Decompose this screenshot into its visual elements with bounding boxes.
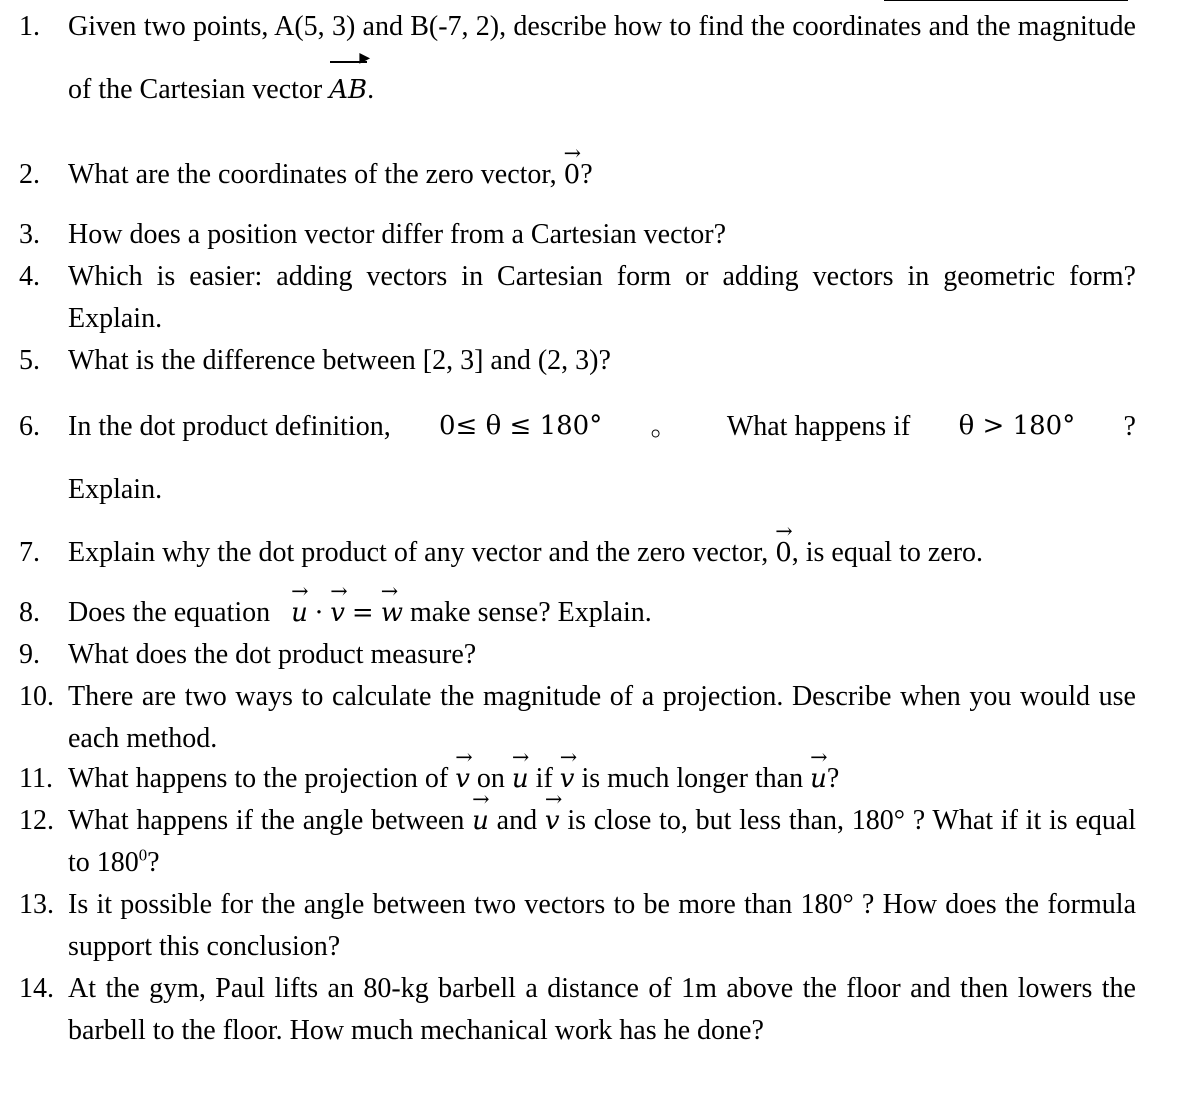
question-number: 6. (19, 411, 40, 442)
angle-condition-math: θ > 180° (958, 411, 1076, 441)
question-number: 1. (19, 11, 40, 42)
vector-arrow-icon: → (511, 744, 530, 769)
question-number: 14. (19, 973, 54, 1004)
vector-u: u → (511, 744, 530, 794)
question-6 (19, 395, 1136, 521)
question-number: 2. (19, 159, 40, 190)
question-8 (19, 578, 1136, 634)
question-text: How does a position vector differ from a Cartesian vector? (68, 219, 727, 250)
vector-u: u → (810, 744, 828, 794)
question-13 (19, 884, 1136, 968)
vector-arrow-icon: → (472, 786, 490, 811)
question-number: 8. (19, 597, 40, 628)
question-12 (19, 786, 1137, 884)
question-text: At the gym, Paul lifts an 80-kg barbell a distance of 1m above the floor and then lowers the barbell to the floor. How much mechanical work has he done? (68, 973, 1136, 1046)
angle-range-math: 0≤ θ ≤ 180° (439, 411, 603, 441)
question-text: What happens if the angle between u → and v → is close to, but less than, 180° ? What if it is equal to $180^0$? (68, 786, 1137, 878)
question-text: Does the equation u → · v → = w → make sense? Explain. (68, 592, 1136, 634)
vector-ab: AB ▶ (329, 50, 371, 105)
question-number: 7. (19, 537, 40, 568)
ideographic-period: 。 (650, 411, 679, 442)
vector-arrow-icon: → (455, 744, 473, 769)
question-9 (19, 634, 1136, 676)
question-text: What is the difference between [2, 3] and (2, 3)? (68, 345, 611, 376)
question-number: 11. (19, 763, 53, 794)
question-text: What are the coordinates of the zero vector, 0 → ? (68, 154, 1136, 196)
question-text: Explain why the dot product of any vector and the zero vector, 0 → , is equal to zero. (68, 532, 1136, 574)
vector-arrow-icon: → (380, 578, 399, 603)
question-1 (19, 0, 1136, 122)
question-3 (19, 214, 1136, 256)
arrow-head-icon: ▶ (359, 50, 371, 66)
vector-v: v → (544, 786, 563, 836)
vector-v: v → (559, 744, 578, 794)
vector-v: v → (455, 744, 473, 794)
vector-u: u → (291, 578, 309, 628)
vector-arrow-icon: → (563, 140, 582, 165)
question-number: 13. (19, 889, 54, 920)
zero-vector: 0 → (775, 518, 793, 568)
question-text: What happens to the projection of v → on u → if v → is much longer than u → ? (68, 758, 1136, 800)
question-7 (19, 518, 1136, 574)
question-text: In the dot product definition, 0≤ θ ≤ 180° 。 What happens if θ > 180° ? Explain. (68, 395, 1136, 521)
vector-arrow-icon: → (544, 786, 563, 811)
vector-w: w → (380, 578, 403, 628)
question-4 (19, 256, 1136, 340)
vector-arrow-icon: → (291, 578, 309, 603)
superscript: 0 (138, 845, 148, 865)
question-number: 4. (19, 261, 40, 292)
question-text: Which is easier: adding vectors in Cartesian form or adding vectors in geometric form? Explain. (68, 261, 1136, 334)
zero-vector: 0 → (563, 140, 582, 190)
question-text: Is it possible for the angle between two vectors to be more than 180° ? How does the formula support this conclusion? (68, 889, 1136, 962)
question-11 (19, 744, 1136, 800)
vector-arrow-icon: → (810, 744, 828, 769)
question-2 (19, 140, 1136, 196)
question-5 (19, 340, 1136, 382)
question-number: 10. (19, 681, 54, 712)
vector-arrow-icon: → (559, 744, 578, 769)
vector-u: u → (472, 786, 490, 836)
vector-v: v → (330, 578, 348, 628)
question-number: 12. (19, 805, 54, 836)
vector-arrow-icon: → (775, 518, 793, 543)
question-number: 3. (19, 219, 40, 250)
question-number: 9. (19, 639, 40, 670)
question-14 (19, 968, 1136, 1052)
question-text: Given two points, A(5, 3) and B(-7, 2), describe how to find the coordinates and the magnitude of the Cartesian vector AB ▶ . (68, 0, 1136, 122)
question-10 (19, 676, 1136, 760)
vector-arrow-icon: → (330, 578, 348, 603)
question-text: What does the dot product measure? (68, 639, 477, 670)
question-number: 5. (19, 345, 40, 376)
question-text: There are two ways to calculate the magnitude of a projection. Describe when you would use each method. (68, 681, 1136, 754)
